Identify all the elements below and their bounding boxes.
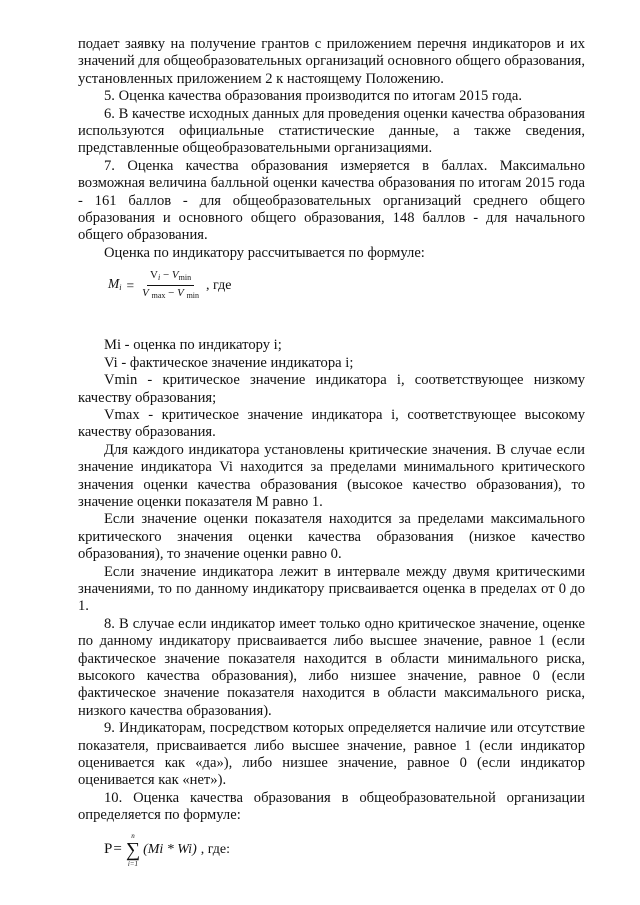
formula-where: , где <box>206 278 232 294</box>
sum-formula-body: (Mi * Wi) <box>143 841 197 857</box>
definition-vmin: Vmin - критическое значение индикатора i, соответствующее низкому качеству образования; <box>78 372 585 406</box>
paragraph-item-8: 8. В случае если индикатор имеет только одно критическое значение, оценке по данному индикатору присваивается либо высшее значение, равное 1 (если фактическое значение показателя находится в области минимального риска, высокого качества образования), либо низшее значение, равное 0 (если фактическое значение показателя находится в области максимального риска, низкого качества образования). <box>78 615 585 719</box>
sum-formula-where: , где: <box>200 841 231 857</box>
formula-lhs: $M_i$ <box>108 276 122 293</box>
sum-formula-equals: = <box>113 840 122 857</box>
paragraph-above-max: Если значение оценки показателя находится за пределами максимального критического значения оценки качества образования (низкое качество образования), то значение оценки равно 0. <box>78 511 585 563</box>
sigma-lower-limit: i=1 <box>127 859 139 868</box>
paragraph-item-5: 5. Оценка качества образования производится по итогам 2015 года. <box>104 88 523 105</box>
formula-numerator: $V_i - V_{min}$ <box>147 268 194 286</box>
paragraph-interval: Если значение индикатора лежит в интервале между двумя критическими значениями, то по данному индикатору присваивается оценка в пределах от 0 до 1. <box>78 563 585 615</box>
formula-denominator: V $_{max}$ − V $_{min}$ <box>142 287 200 301</box>
definition-vmax: Vmax - критическое значение индикатора i, соответствующее высокому качеству образования. <box>78 406 585 441</box>
sum-formula-lhs: P <box>104 840 113 857</box>
paragraph-critical-values: Для каждого индикатора установлены критические значения. В случае если значение индикатора Vi находится за пределами минимального критического значения оценки качества образования (высокое качество образования), то значение оценки показателя M равно 1. <box>78 441 585 510</box>
blank-space <box>78 305 585 337</box>
formula-equals: = <box>126 278 135 294</box>
indicator-formula <box>108 268 585 303</box>
paragraph-item-7: 7. Оценка качества образования измеряется в баллах. Максимально возможная величина балльной оценки качества образования по итогам 2015 года - 161 баллов - для общеобразовательных организаций среднего общего образования и основного общего образования, 148 баллов - для начального общего образования. <box>78 157 585 244</box>
sigma-glyph: ∑ <box>125 838 141 861</box>
quality-formula <box>104 831 585 869</box>
paragraph-item-6: 6. В качестве исходных данных для проведения оценки качества образования используются официальные статистические данные, а также сведения, представленные общеобразовательными организациями. <box>78 105 585 157</box>
formula-fraction <box>139 268 202 303</box>
definition-mi: Mi - оценка по индикатору i; <box>104 337 282 354</box>
definition-vi: Vi - фактическое значение индикатора i; <box>104 354 354 371</box>
paragraph-item-9: 9. Индикаторам, посредством которых определяется наличие или отсутствие показателя, присваивается либо высшее значение, равное 1 (если индикатор оценивается как «да»), либо низшее значение, равное 0 (если индикатор оценивается как «нет»). <box>78 720 585 789</box>
paragraph-formula-intro: Оценка по индикатору рассчитывается по формуле: <box>104 244 425 261</box>
sigma-upper-limit: n <box>131 831 135 840</box>
paragraph-item-10: 10. Оценка качества образования в общеобразовательной организации определяется по формуле: <box>78 789 585 824</box>
paragraph-grant-application: подает заявку на получение грантов с приложением перечня индикаторов и их значений для общеобразовательных организаций основного общего образования, установленных приложением 2 к настоящему Положению. <box>78 36 585 87</box>
sigma-symbol <box>126 831 140 869</box>
